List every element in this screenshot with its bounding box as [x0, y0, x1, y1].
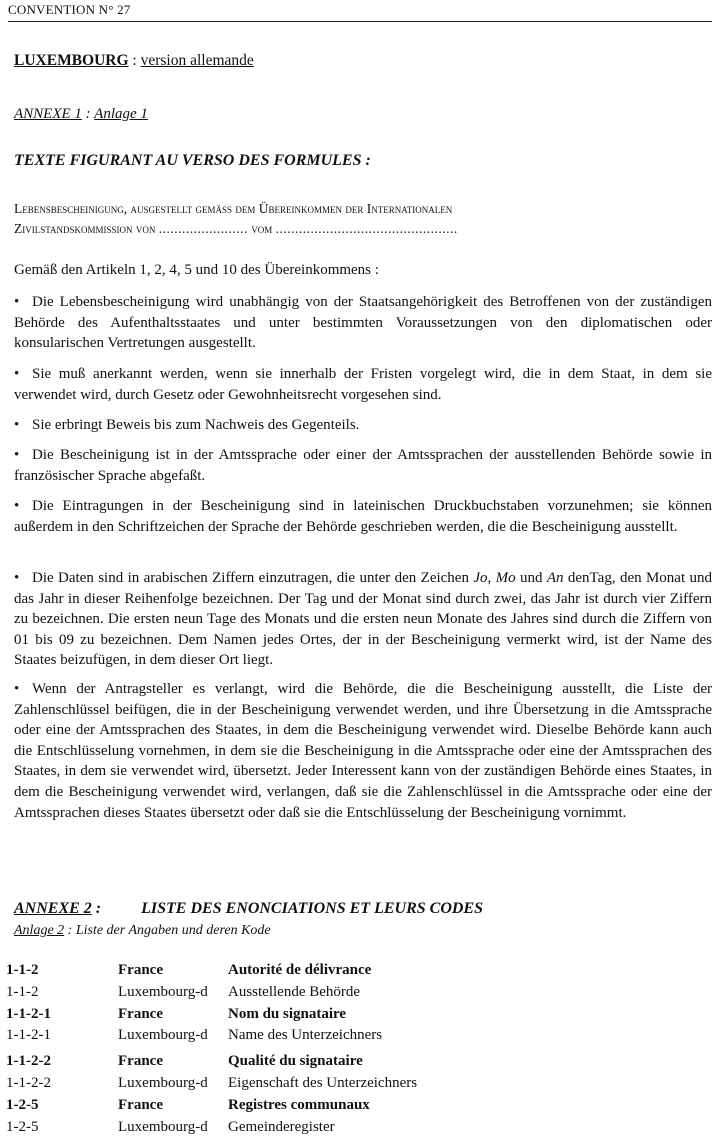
certificate-dots2: ............................................... [275, 221, 458, 236]
texte-title: TEXTE FIGURANT AU VERSO DES FORMULES : [14, 152, 371, 169]
code-jo: Jo [473, 570, 488, 586]
label-cell: Eigenschaft des Unterzeichners [228, 1074, 418, 1091]
code-cell: 1-2-5 [6, 1118, 39, 1135]
code-cell: 1-1-2-2 [6, 1074, 51, 1091]
version-label: version allemande [140, 52, 254, 69]
anlage2-label: Anlage 2 [14, 923, 65, 938]
code-cell: 1-2-5 [6, 1096, 39, 1113]
annexe2-title: LISTE DES ENONCIATIONS ET LEURS CODES [141, 900, 483, 917]
anlage2-title: Liste der Angaben und deren Kode [75, 923, 271, 938]
label-cell: Autorité de délivrance [228, 962, 372, 978]
label-cell: Nom du signataire [228, 1005, 347, 1022]
paragraph [14, 496, 712, 537]
page-header [8, 2, 712, 22]
label-cell: Name des Unterzeichners [228, 1027, 383, 1044]
bullet-icon: • [14, 447, 20, 463]
paragraph-text: Sie muß anerkannt werden, wenn sie innerhalb der Fristen vorgelegt wird, die in dem Staat, in dem sie verwendet wird, durch Gesetz oder Gewohnheitsrecht vorgesehen sind. [14, 366, 712, 403]
annexe2-label: ANNEXE 2 [14, 900, 92, 917]
bullet-icon: • [14, 570, 20, 586]
paragraph-text: Sie erbringt Beweis bis zum Nachweis des Gegenteils. [32, 417, 360, 433]
code-an: An [546, 570, 564, 586]
paragraph-text-a: Die Daten sind in arabischen Ziffern einzutragen, die unter den Zeichen [32, 570, 474, 586]
paragraph-text-b: denTag, den Monat und das Jahr in dieser Reihenfolge bezeichnen. Der Tag und der Monat sind durch zwei, das Jahr ist durch vier Ziffern zu bezeichnen. Die ersten neun Tage des Monats und die ersten neun Monate des Jahres sind durch die Ziffern von 01 bis 09 zu bezeichnen. Dem Namen jedes Ortes, der in der Bescheinigung vermerkt wird, ist der Name des Staates beizufügen, in dem dieser Ort liegt. [14, 570, 712, 669]
label-cell: Ausstellende Behörde [228, 983, 361, 1000]
annexe1-sub: Anlage 1 [94, 106, 148, 122]
paragraph-text: Wenn der Antragsteller es verlangt, wird die Behörde, die die Bescheinigung ausstellt, die Liste der Zahlenschlüssel beifügen, die in der Bescheinigung verwendet werden, und ihre Übersetzung in die Amtssprache oder eine der Amtssprachen des Staates, in dem die Bescheinigung verwendet wird. Dieselbe Behörde kann auch die Entschlüsselung vornehmen, in dem sie die Bescheinigung in die Amtssprache oder eine der Amtssprachen des Staates, in dem sie verwendet wird, übersetzt. Jeder Interessent kann von der zuständigen Behörde eines Staates, in dem die Bescheinigung verwendet wird, verlangen, daß sie die Zahlenschlüssel in die Amtssprache oder eine der Amtssprachen dieses Staates übersetzt oder daß sie die Entschlüsselung der Bescheinigung vornimmt. [14, 681, 712, 821]
annexe1-label: ANNEXE 1 [14, 106, 82, 122]
table-row [6, 1119, 706, 1140]
country-cell: France [118, 962, 163, 978]
annexe1-separator: : [81, 106, 95, 122]
code-cell: 1-1-2 [6, 983, 39, 1000]
country-cell: Luxembourg-d [118, 1074, 208, 1091]
country-cell: France [118, 1053, 163, 1070]
table-row [6, 1097, 706, 1119]
country-cell: France [118, 1005, 163, 1022]
certificate-title [14, 199, 712, 239]
anlage2-separator: : [64, 923, 76, 938]
country-cell: Luxembourg-d [118, 983, 208, 1000]
bullet-icon: • [14, 498, 20, 514]
table-row [6, 1075, 706, 1097]
section-heading [14, 52, 254, 70]
header-title: CONVENTION N° 27 [8, 2, 131, 17]
table-row [6, 984, 706, 1006]
bullet-icon: • [14, 366, 20, 382]
annexe1-heading [14, 106, 148, 123]
certificate-line2-a: Zivilstandskommission von [14, 221, 159, 236]
bullet-icon: • [14, 294, 20, 310]
paragraph [14, 568, 712, 671]
code-cell: 1-1-2-2 [6, 1053, 51, 1070]
label-cell: Registres communaux [228, 1096, 370, 1113]
certificate-dots1: ....................... [158, 221, 248, 236]
table-row [6, 1053, 706, 1075]
country-cell: Luxembourg-d [118, 1027, 208, 1044]
country-cell: Luxembourg-d [118, 1118, 208, 1135]
paragraph [14, 364, 712, 405]
paragraph-text: Die Eintragungen in der Bescheinigung sind in lateinischen Druckbuchstaben vorzunehmen; sie können außerdem in den Schriftzeichen der Sprache der Behörde geschrieben werden, die die Bescheinigung ausstellt. [14, 498, 712, 535]
table-row [6, 962, 706, 984]
paragraph [14, 679, 712, 823]
certificate-line2-b: vom [247, 221, 276, 236]
anlage2-heading [14, 923, 271, 939]
paragraph [14, 415, 712, 436]
label-cell: Gemeinderegister [228, 1118, 335, 1135]
annexe2-heading [14, 900, 483, 918]
heading-separator: : [128, 52, 141, 69]
label-cell: Qualité du signataire [228, 1053, 363, 1070]
table-row [6, 1006, 706, 1028]
paragraph-text: Die Lebensbescheinigung wird unabhängig von der Staatsangehörigkeit des Betroffenen von der zuständigen Behörde des Aufenthaltsstaates und unter bestimmten Voraussetzungen von den diplomatischen oder konsularischen Vertretungen ausgestellt. [14, 294, 712, 352]
certificate-line1: Lebensbescheinigung, ausgestellt gemäss dem Übereinkommen der Internationalen [14, 201, 453, 216]
code-cell: 1-1-2-1 [6, 1027, 51, 1044]
annexe2-separator: : [91, 900, 102, 917]
country-name: LUXEMBOURG [14, 52, 129, 69]
codes-table [6, 962, 706, 1140]
country-cell: France [118, 1096, 163, 1113]
paragraph-text: Die Bescheinigung ist in der Amtssprache oder einer der Amtssprachen der ausstellenden Behörde sowie in französischer Sprache abgefaßt. [14, 447, 712, 484]
bullet-icon: • [14, 681, 20, 697]
paragraph [14, 292, 712, 354]
table-row [6, 1027, 706, 1049]
code-mo: Mo [495, 570, 516, 586]
bullet-icon: • [14, 417, 20, 433]
paragraph [14, 445, 712, 486]
paragraph-und: und [515, 570, 547, 586]
paragraph-sep: , [487, 570, 496, 586]
code-cell: 1-1-2-1 [6, 1005, 51, 1022]
code-cell: 1-1-2 [6, 962, 39, 978]
gemass-intro: Gemäß den Artikeln 1, 2, 4, 5 und 10 des Übereinkommens : [14, 262, 379, 278]
